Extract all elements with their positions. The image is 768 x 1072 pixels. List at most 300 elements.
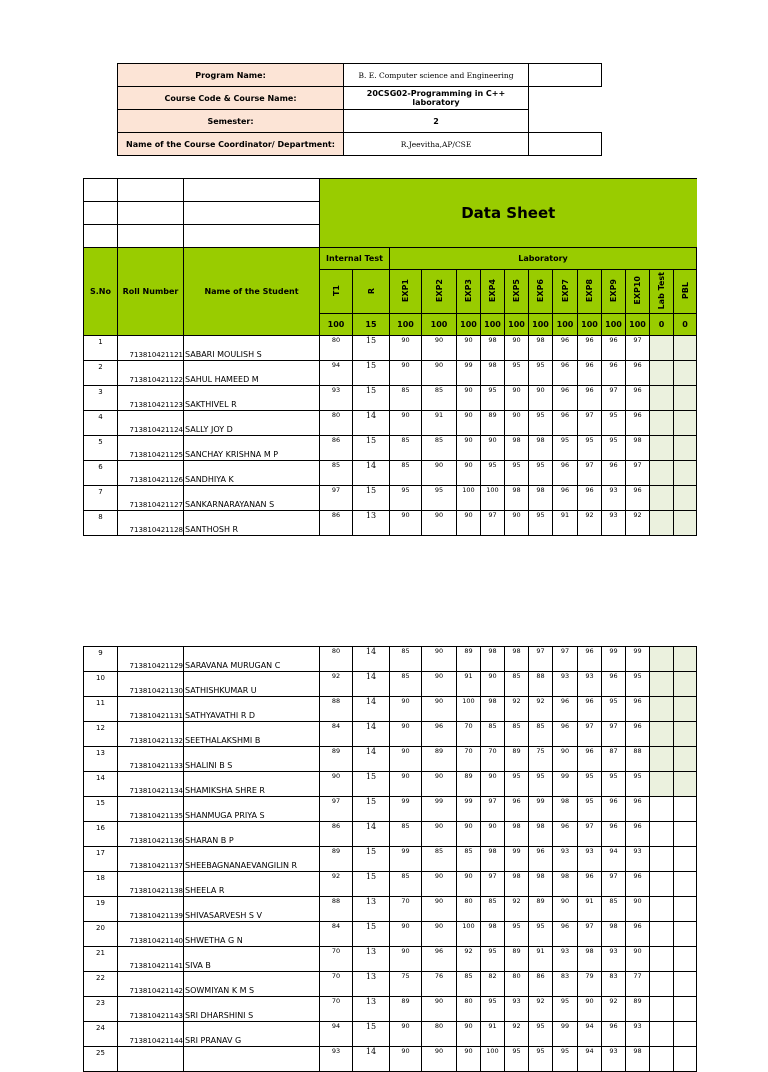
exp-cell: 100	[481, 1047, 505, 1072]
student-name-cell: SHWETHA G N	[184, 922, 320, 947]
exp-cell: 90	[422, 647, 457, 672]
max-exp-7: 100	[553, 314, 578, 336]
roll-number-cell: 713810421125	[118, 436, 184, 461]
t1-cell: 80	[320, 336, 353, 361]
exp-cell: 90	[390, 922, 422, 947]
exp-cell: 96	[553, 386, 578, 411]
t1-cell: 93	[320, 386, 353, 411]
lab-test-cell	[650, 672, 674, 697]
table-row	[84, 436, 697, 461]
exp-cell: 96	[553, 697, 578, 722]
table-row	[84, 947, 697, 972]
exp-cell: 96	[553, 822, 578, 847]
r-cell: 13	[353, 972, 390, 997]
exp-cell: 90	[422, 336, 457, 361]
pbl-cell	[674, 486, 697, 511]
exp-cell: 70	[457, 747, 481, 772]
exp-cell: 90	[553, 897, 578, 922]
exp-cell: 90	[457, 1047, 481, 1072]
exp-cell: 93	[602, 1047, 626, 1072]
exp-cell: 96	[626, 797, 650, 822]
exp-cell: 90	[422, 772, 457, 797]
exp-cell: 100	[457, 922, 481, 947]
t1-cell: 93	[320, 1047, 353, 1072]
lab-test-header-text: Lab Test	[657, 271, 666, 310]
roll-number-cell: 713810421132	[118, 722, 184, 747]
r-cell: 14	[353, 647, 390, 672]
exp-cell: 92	[529, 697, 553, 722]
exp-cell: 90	[457, 1022, 481, 1047]
r-cell: 15	[353, 772, 390, 797]
exp-cell: 98	[505, 436, 529, 461]
r-cell: 15	[353, 436, 390, 461]
t1-cell: 70	[320, 972, 353, 997]
sno-cell: 20	[84, 922, 118, 947]
exp-cell: 90	[390, 697, 422, 722]
lab-test-cell	[650, 511, 674, 536]
empty-cell	[184, 202, 320, 225]
exp-cell: 80	[422, 1022, 457, 1047]
lab-test-cell	[650, 1022, 674, 1047]
t1-cell: 84	[320, 922, 353, 947]
exp-cell: 90	[390, 1022, 422, 1047]
exp-cell: 95	[553, 997, 578, 1022]
exp-cell: 97	[602, 386, 626, 411]
exp-header-2	[422, 270, 457, 314]
lab-test-cell	[650, 336, 674, 361]
roll-number-cell: 713810421123	[118, 386, 184, 411]
exp-cell: 95	[505, 922, 529, 947]
exp-header-8	[578, 270, 602, 314]
exp-cell: 75	[529, 747, 553, 772]
sno-cell: 12	[84, 722, 118, 747]
pbl-cell	[674, 847, 697, 872]
exp-cell: 96	[626, 822, 650, 847]
sno-cell: 19	[84, 897, 118, 922]
sno-cell: 23	[84, 997, 118, 1022]
exp-cell: 90	[505, 511, 529, 536]
t1-cell: 94	[320, 361, 353, 386]
t1-cell: 94	[320, 1022, 353, 1047]
data-sheet-table-continued	[83, 646, 697, 1072]
max-exp-5: 100	[505, 314, 529, 336]
exp-cell: 95	[505, 361, 529, 386]
exp-cell: 95	[481, 461, 505, 486]
exp-cell: 85	[481, 722, 505, 747]
exp-cell: 95	[602, 411, 626, 436]
exp-cell: 90	[529, 386, 553, 411]
exp-cell: 90	[457, 822, 481, 847]
student-name-header: Name of the Student	[184, 248, 320, 336]
exp-cell: 96	[602, 336, 626, 361]
exp-cell: 90	[457, 336, 481, 361]
lab-test-cell	[650, 436, 674, 461]
exp-cell: 90	[422, 361, 457, 386]
r-cell: 14	[353, 697, 390, 722]
student-name-cell: SAKTHIVEL R	[184, 386, 320, 411]
exp-header-text: EXP6	[536, 278, 545, 303]
lab-test-cell	[650, 697, 674, 722]
exp-cell: 89	[529, 897, 553, 922]
pbl-cell	[674, 647, 697, 672]
r-cell: 15	[353, 1022, 390, 1047]
exp-cell: 96	[553, 361, 578, 386]
r-cell: 14	[353, 672, 390, 697]
course-value	[344, 87, 529, 110]
exp-cell: 96	[553, 336, 578, 361]
exp-cell: 95	[422, 486, 457, 511]
exp-cell: 90	[457, 511, 481, 536]
exp-cell: 94	[578, 1047, 602, 1072]
exp-cell: 92	[578, 511, 602, 536]
student-name-cell: SHEELA R	[184, 872, 320, 897]
roll-number-cell: 713810421140	[118, 922, 184, 947]
exp-cell: 90	[390, 361, 422, 386]
lab-test-cell	[650, 1047, 674, 1072]
table-row	[84, 797, 697, 822]
exp-cell: 98	[505, 647, 529, 672]
exp-cell: 99	[529, 797, 553, 822]
exp-header-3	[457, 270, 481, 314]
max-exp-3: 100	[457, 314, 481, 336]
coordinator-label: Name of the Course Coordinator/ Department:	[118, 133, 344, 156]
table-row	[84, 1022, 697, 1047]
exp-header-5	[505, 270, 529, 314]
student-name-cell: SHANMUGA PRIYA S	[184, 797, 320, 822]
pbl-cell	[674, 772, 697, 797]
lab-test-cell	[650, 997, 674, 1022]
r-cell: 15	[353, 922, 390, 947]
sno-cell: 15	[84, 797, 118, 822]
lab-test-cell	[650, 411, 674, 436]
exp-cell: 87	[602, 747, 626, 772]
exp-cell: 97	[578, 461, 602, 486]
exp-cell: 70	[457, 722, 481, 747]
exp-cell: 95	[481, 997, 505, 1022]
pbl-cell	[674, 872, 697, 897]
exp-cell: 90	[578, 997, 602, 1022]
sno-header: S.No	[84, 248, 118, 336]
exp-cell: 96	[553, 411, 578, 436]
exp-header-text: EXP8	[585, 278, 594, 303]
exp-cell: 90	[481, 436, 505, 461]
exp-cell: 95	[529, 461, 553, 486]
pbl-cell	[674, 972, 697, 997]
exp-cell: 98	[602, 922, 626, 947]
exp-cell: 96	[578, 336, 602, 361]
table-row	[84, 647, 697, 672]
exp-cell: 93	[626, 1022, 650, 1047]
exp-cell: 90	[457, 872, 481, 897]
exp-cell: 99	[626, 647, 650, 672]
lab-test-cell	[650, 386, 674, 411]
exp-cell: 98	[529, 336, 553, 361]
exp-cell: 96	[626, 361, 650, 386]
exp-cell: 90	[505, 411, 529, 436]
data-sheet-table	[83, 178, 697, 536]
exp-cell: 90	[390, 1047, 422, 1072]
exp-cell: 93	[505, 997, 529, 1022]
roll-number-cell: 713810421138	[118, 872, 184, 897]
exp-cell: 90	[553, 747, 578, 772]
roll-number-cell: 713810421128	[118, 511, 184, 536]
lab-test-cell	[650, 872, 674, 897]
exp-cell: 98	[529, 436, 553, 461]
exp-cell: 80	[457, 897, 481, 922]
exp-cell: 93	[578, 847, 602, 872]
exp-cell: 97	[602, 872, 626, 897]
exp-cell: 90	[390, 722, 422, 747]
empty-cell	[84, 179, 118, 202]
r-cell: 15	[353, 336, 390, 361]
t1-cell: 86	[320, 511, 353, 536]
exp-cell: 96	[626, 872, 650, 897]
table-row	[84, 461, 697, 486]
roll-number-cell: 713810421135	[118, 797, 184, 822]
roll-number-header: Roll Number	[118, 248, 184, 336]
exp-cell: 77	[626, 972, 650, 997]
exp-cell: 95	[578, 772, 602, 797]
exp-cell: 85	[602, 897, 626, 922]
pbl-cell	[674, 386, 697, 411]
pbl-cell	[674, 361, 697, 386]
sno-cell: 5	[84, 436, 118, 461]
t1-cell: 97	[320, 797, 353, 822]
exp-cell: 90	[457, 411, 481, 436]
table-row	[84, 1047, 697, 1072]
t1-header-text: T1	[331, 284, 341, 297]
exp-cell: 98	[529, 822, 553, 847]
table-row	[84, 847, 697, 872]
program-info-table	[117, 63, 602, 156]
r-cell: 13	[353, 511, 390, 536]
exp-cell: 80	[457, 997, 481, 1022]
sno-cell: 11	[84, 697, 118, 722]
exp-cell: 98	[505, 872, 529, 897]
coordinator-value: R.Jeevitha,AP/CSE	[344, 133, 529, 156]
pbl-cell	[674, 747, 697, 772]
exp-cell: 93	[553, 947, 578, 972]
student-name-cell: SANTHOSH R	[184, 511, 320, 536]
exp-cell: 98	[553, 797, 578, 822]
exp-cell: 95	[481, 947, 505, 972]
student-name-cell: SHARAN B P	[184, 822, 320, 847]
student-name-cell: SAHUL HAMEED M	[184, 361, 320, 386]
r-cell: 14	[353, 722, 390, 747]
exp-cell: 97	[626, 336, 650, 361]
exp-cell: 99	[390, 847, 422, 872]
r-header-text: R	[366, 287, 376, 294]
empty-cell	[118, 225, 184, 248]
table-row	[84, 822, 697, 847]
exp-cell: 85	[390, 822, 422, 847]
exp-cell: 97	[481, 872, 505, 897]
student-name-cell: SRI PRANAV G	[184, 1022, 320, 1047]
exp-cell: 95	[529, 511, 553, 536]
sno-cell: 14	[84, 772, 118, 797]
table-row	[84, 511, 697, 536]
t1-header	[320, 270, 353, 314]
max-exp-4: 100	[481, 314, 505, 336]
exp-cell: 90	[390, 411, 422, 436]
table-row	[84, 672, 697, 697]
exp-cell: 93	[602, 486, 626, 511]
t1-cell: 90	[320, 772, 353, 797]
empty-cell	[118, 179, 184, 202]
exp-cell: 95	[529, 772, 553, 797]
exp-cell: 96	[578, 872, 602, 897]
exp-cell: 90	[422, 1047, 457, 1072]
exp-cell: 97	[578, 722, 602, 747]
exp-header-text: EXP7	[560, 278, 570, 303]
exp-cell: 85	[457, 972, 481, 997]
exp-cell: 100	[457, 486, 481, 511]
lab-test-cell	[650, 461, 674, 486]
pbl-cell	[674, 947, 697, 972]
exp-cell: 94	[578, 1022, 602, 1047]
exp-cell: 90	[505, 386, 529, 411]
t1-cell: 92	[320, 872, 353, 897]
exp-cell: 83	[553, 972, 578, 997]
semester-label: Semester:	[118, 110, 344, 133]
t1-cell: 70	[320, 997, 353, 1022]
lab-test-cell	[650, 847, 674, 872]
roll-number-cell: 713810421126	[118, 461, 184, 486]
internal-test-header: Internal Test	[320, 248, 390, 270]
sno-cell: 2	[84, 361, 118, 386]
empty-cell	[529, 64, 602, 87]
pbl-cell	[674, 997, 697, 1022]
exp-cell: 97	[481, 511, 505, 536]
exp-cell: 99	[390, 797, 422, 822]
pbl-header-text: PBL	[680, 281, 690, 300]
student-name-cell: SHIVASARVESH S V	[184, 897, 320, 922]
roll-number-cell: 713810421143	[118, 997, 184, 1022]
exp-cell: 96	[602, 361, 626, 386]
r-cell: 15	[353, 361, 390, 386]
empty-cell	[184, 179, 320, 202]
table-row	[84, 336, 697, 361]
exp-cell: 92	[457, 947, 481, 972]
exp-header-9	[602, 270, 626, 314]
exp-cell: 89	[481, 411, 505, 436]
exp-cell: 92	[626, 511, 650, 536]
max-exp-6: 100	[529, 314, 553, 336]
exp-cell: 88	[529, 672, 553, 697]
roll-number-cell: 713810421139	[118, 897, 184, 922]
table-row	[84, 722, 697, 747]
exp-cell: 98	[481, 697, 505, 722]
exp-cell: 93	[602, 947, 626, 972]
exp-cell: 86	[529, 972, 553, 997]
exp-header-text: EXP9	[609, 278, 618, 303]
exp-cell: 96	[626, 411, 650, 436]
student-name-cell: SHEEBAGNANAEVANGILIN R	[184, 847, 320, 872]
max-exp-10: 100	[626, 314, 650, 336]
exp-header-text: EXP4	[488, 278, 497, 303]
exp-cell: 70	[481, 747, 505, 772]
pbl-cell	[674, 461, 697, 486]
exp-cell: 90	[390, 747, 422, 772]
exp-cell: 95	[505, 461, 529, 486]
sno-cell: 16	[84, 822, 118, 847]
exp-cell: 90	[422, 461, 457, 486]
lab-test-cell	[650, 822, 674, 847]
student-name-cell: SIVA B	[184, 947, 320, 972]
exp-cell: 95	[529, 1047, 553, 1072]
program-name-value: B. E. Computer science and Engineering	[344, 64, 529, 87]
exp-cell: 90	[457, 386, 481, 411]
exp-cell: 93	[553, 672, 578, 697]
r-header	[353, 270, 390, 314]
exp-cell: 76	[422, 972, 457, 997]
pbl-header	[674, 270, 697, 314]
exp-header-10	[626, 270, 650, 314]
roll-number-cell: 713810421141	[118, 947, 184, 972]
course-value-line1: 20CSG02-Programming in C++	[366, 89, 506, 98]
exp-cell: 96	[578, 747, 602, 772]
pbl-cell	[674, 922, 697, 947]
sno-cell: 21	[84, 947, 118, 972]
exp-cell: 90	[457, 461, 481, 486]
table-row	[84, 386, 697, 411]
exp-cell: 96	[553, 722, 578, 747]
exp-cell: 96	[602, 822, 626, 847]
r-cell: 15	[353, 847, 390, 872]
exp-cell: 90	[422, 897, 457, 922]
exp-cell: 98	[626, 1047, 650, 1072]
exp-cell: 93	[626, 847, 650, 872]
student-name-cell: SANCHAY KRISHNA M P	[184, 436, 320, 461]
exp-header-text: EXP10	[633, 276, 642, 305]
exp-cell: 90	[626, 947, 650, 972]
exp-cell: 96	[602, 1022, 626, 1047]
exp-cell: 85	[390, 872, 422, 897]
exp-cell: 90	[626, 897, 650, 922]
r-cell: 15	[353, 872, 390, 897]
exp-cell: 96	[626, 922, 650, 947]
exp-cell: 96	[602, 672, 626, 697]
exp-cell: 98	[481, 922, 505, 947]
exp-cell: 96	[505, 797, 529, 822]
max-exp-8: 100	[578, 314, 602, 336]
exp-cell: 90	[390, 947, 422, 972]
lab-test-cell	[650, 972, 674, 997]
pbl-cell	[674, 822, 697, 847]
exp-cell: 98	[481, 336, 505, 361]
r-cell: 14	[353, 747, 390, 772]
r-cell: 14	[353, 461, 390, 486]
t1-cell: 84	[320, 722, 353, 747]
exp-cell: 90	[422, 997, 457, 1022]
exp-cell: 99	[505, 847, 529, 872]
pbl-cell	[674, 411, 697, 436]
exp-cell: 96	[529, 847, 553, 872]
roll-number-cell: 713810421129	[118, 647, 184, 672]
table-row	[84, 697, 697, 722]
lab-test-cell	[650, 722, 674, 747]
r-cell: 13	[353, 947, 390, 972]
exp-cell: 83	[602, 972, 626, 997]
student-name-cell: SEETHALAKSHMI B	[184, 722, 320, 747]
sno-cell: 3	[84, 386, 118, 411]
exp-cell: 98	[626, 436, 650, 461]
r-cell: 15	[353, 386, 390, 411]
exp-cell: 85	[422, 847, 457, 872]
table-row	[84, 411, 697, 436]
exp-cell: 90	[390, 772, 422, 797]
exp-cell: 97	[602, 722, 626, 747]
